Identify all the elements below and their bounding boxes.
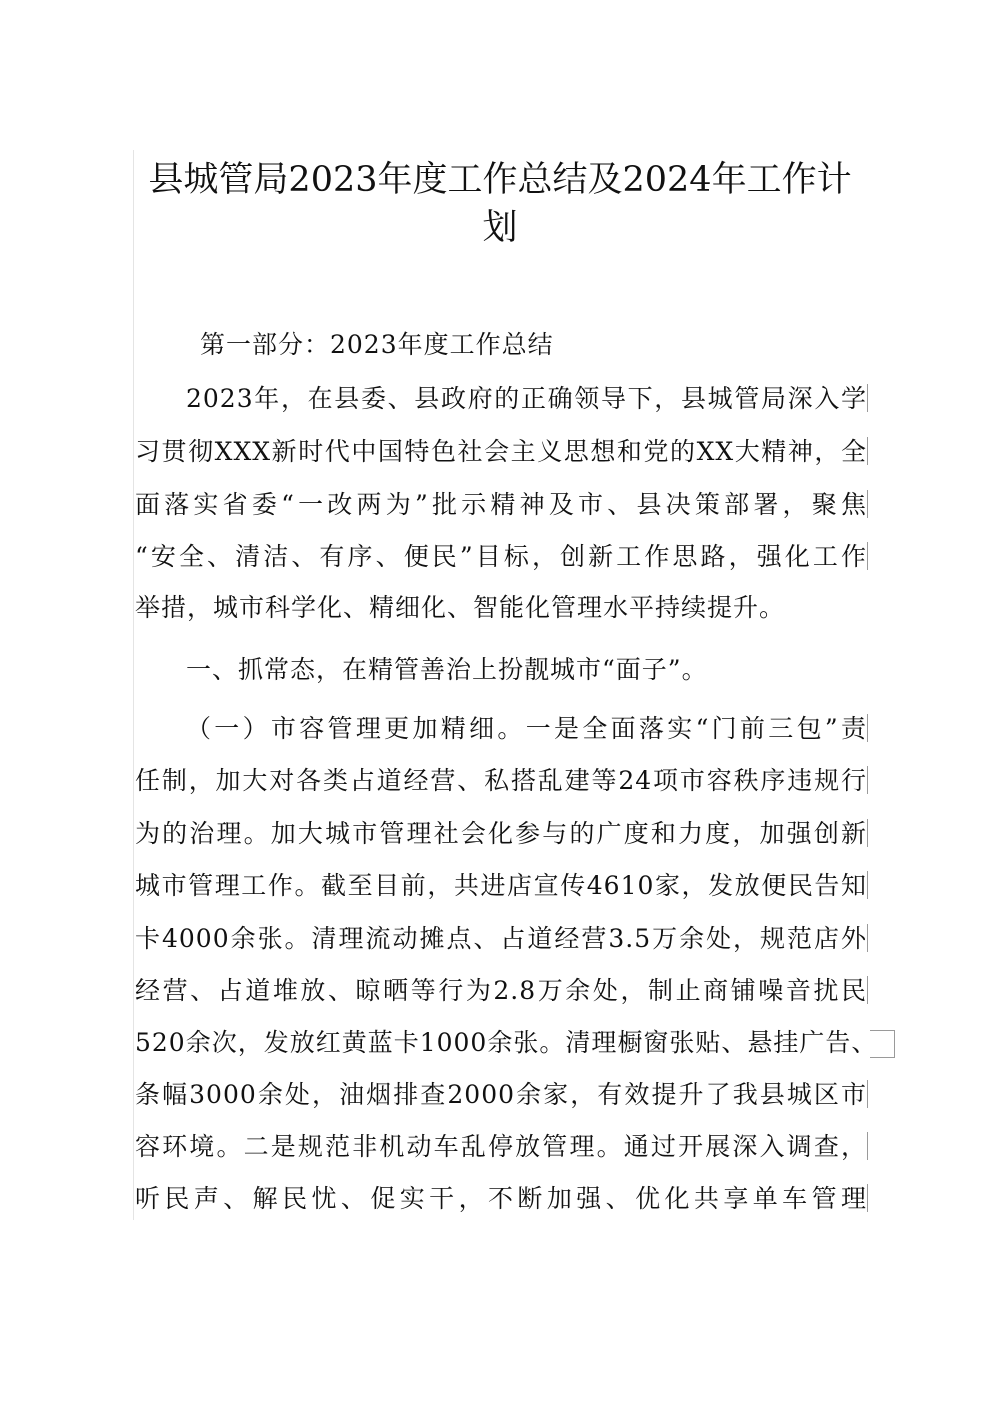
margin-mark (867, 490, 868, 518)
section-heading: 一、抓常态，在精管善治上扮靓城市“面子”。 (186, 655, 708, 684)
margin-mark (867, 714, 868, 742)
margin-mark (867, 924, 868, 952)
margin-mark (867, 1080, 868, 1108)
body-line-7: 520余次，发放红黄蓝卡1000余张。清理橱窗张贴、悬挂广告、 (135, 1028, 878, 1057)
margin-mark (867, 384, 868, 412)
margin-mark (867, 437, 868, 465)
margin-bracket (870, 1030, 895, 1058)
margin-mark (867, 1184, 868, 1212)
margin-mark (867, 819, 868, 847)
body-line-9: 容环境。二是规范非机动车乱停放管理。通过开展深入调查， (135, 1132, 867, 1161)
intro-line-5: 举措，城市科学化、精细化、智能化管理水平持续提升。 (135, 593, 786, 622)
body-line-8: 条幅3000余处，油烟排查2000余家，有效提升了我县城区市 (135, 1080, 867, 1109)
body-line-4: 城市管理工作。截至目前，共进店宣传4610家，发放便民告知 (135, 871, 867, 900)
margin-mark (867, 976, 868, 1004)
intro-line-1: 2023年，在县委、县政府的正确领导下，县城管局深入学 (186, 384, 867, 413)
document-title-line-2: 划 (482, 208, 518, 248)
body-line-3: 为的治理。加大城市管理社会化参与的广度和力度，加强创新 (135, 819, 867, 848)
part-heading: 第一部分：2023年度工作总结 (200, 330, 554, 359)
body-line-2: 任制，加大对各类占道经营、私搭乱建等24项市容秩序违规行 (135, 766, 867, 795)
body-line-5: 卡4000余张。清理流动摊点、占道经营3.5万余处，规范店外 (135, 924, 867, 953)
body-line-1: （一）市容管理更加精细。一是全面落实“门前三包”责 (186, 714, 867, 743)
left-margin-guide (133, 150, 134, 1220)
intro-line-2: 习贯彻XXX新时代中国特色社会主义思想和党的XX大精神，全 (135, 437, 867, 466)
margin-mark (867, 542, 868, 570)
document-title-line-1: 县城管局2023年度工作总结及2024年工作计 (148, 160, 852, 200)
margin-mark (867, 871, 868, 899)
body-line-10: 听民声、解民忧、促实干，不断加强、优化共享单车管理 (135, 1184, 867, 1213)
margin-mark (867, 1132, 868, 1160)
intro-line-3: 面落实省委“一改两为”批示精神及市、县决策部署，聚焦 (135, 490, 867, 519)
body-line-6: 经营、占道堆放、晾晒等行为2.8万余处，制止商铺噪音扰民 (135, 976, 867, 1005)
intro-line-4: “安全、清洁、有序、便民”目标，创新工作思路，强化工作 (135, 542, 867, 571)
margin-mark (867, 766, 868, 794)
